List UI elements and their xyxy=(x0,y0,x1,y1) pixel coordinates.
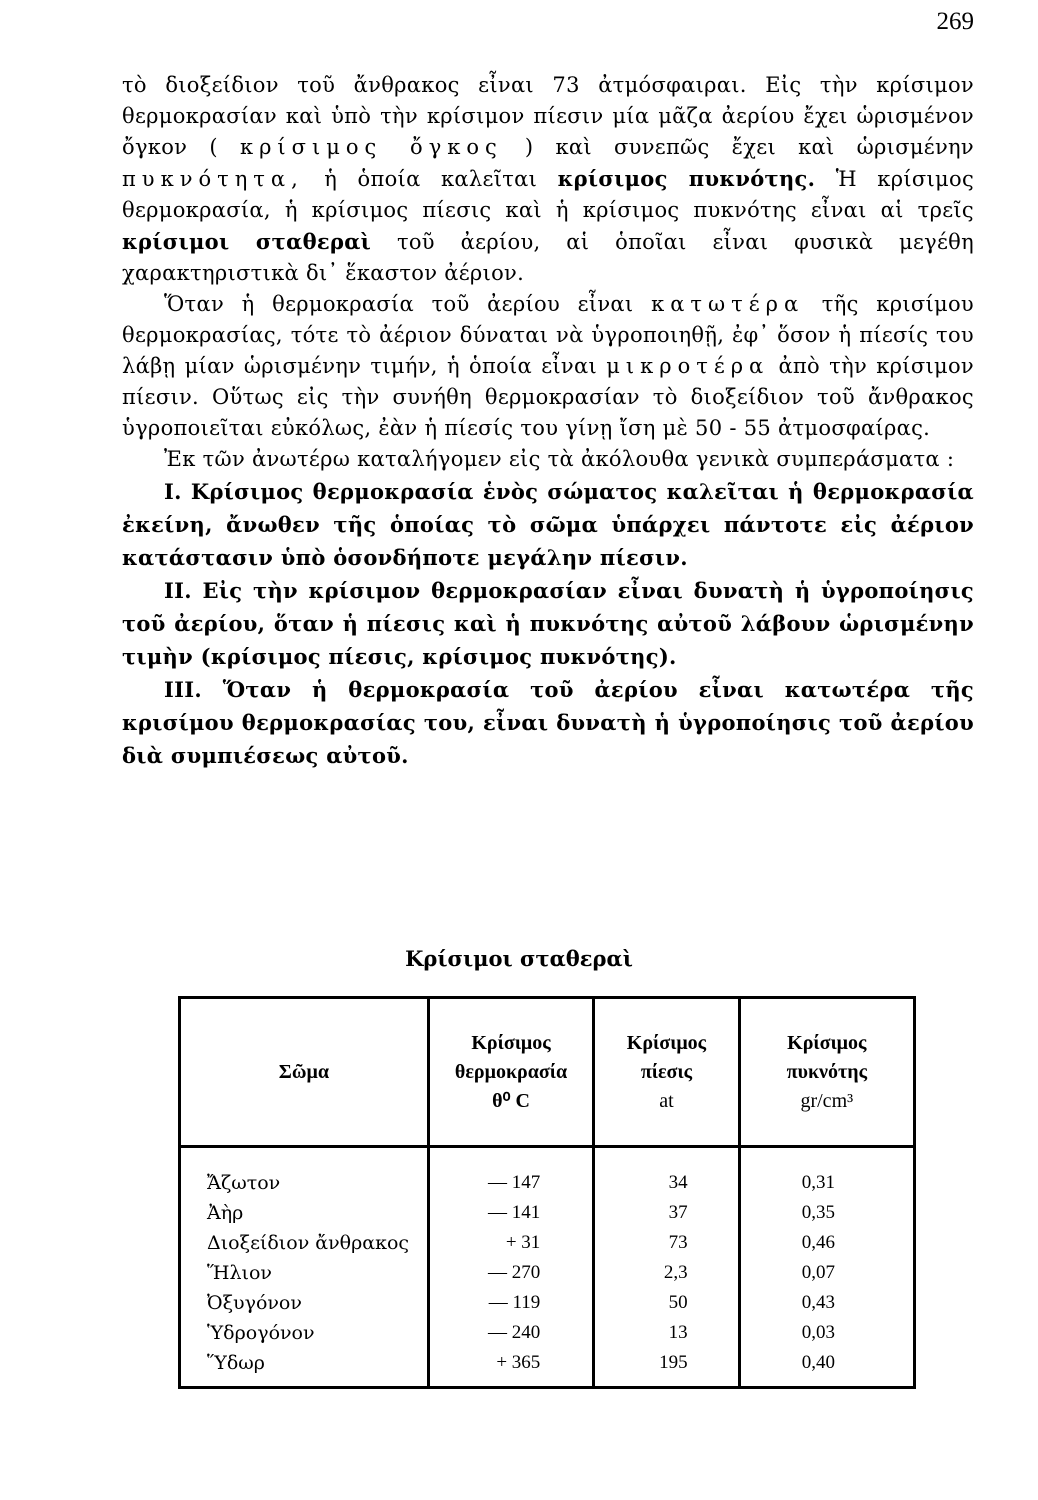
spaced-term: κρίσιμος ὄγκος xyxy=(239,135,503,159)
body-text xyxy=(122,70,974,772)
table-row: Ἄζωτον — 147 34 0,31 xyxy=(180,1147,915,1199)
conclusion-3: III. Ὅταν ἡ θερμοκρασία τοῦ ἀερίου εἶναι κατωτέρα τῆς κρισίμου θερμοκρασίας του, εἶναι δυνατὴ ἡ ὑγροποίησις τοῦ ἀερίου διὰ συμπιέσεως αὐτοῦ. xyxy=(122,677,974,768)
table-header-row xyxy=(180,998,915,1147)
paragraph-critical-volume: τὸ διοξείδιον τοῦ ἄνθρακος εἶναι 73 ἀτμόσφαιραι. Εἰς τὴν κρίσιμον θερμοκρασίαν καὶ ὑπὸ τὴν κρίσιμον πίεσιν μία μᾶζα ἀερίου ἔχει ὡρισμένον ὄγκον ( κρίσιμος ὄγκος ) καὶ συνεπῶς ἔχει καὶ ὡρισμένην πυκνότητα, ἡ ὁποία καλεῖται κρίσιμος πυκνότης. Ἡ κρίσιμος θερμοκρασία, ἡ κρίσιμος πίεσις καὶ ἡ κρίσιμος πυκνότης εἶναι αἱ τρεῖς κρίσιμοι σταθεραὶ τοῦ ἀερίου, αἱ ὁποῖαι εἶναι φυσικὰ μεγέθη χαρακτηριστικὰ δι᾽ ἕκαστον ἀέριον. xyxy=(122,73,975,285)
spaced-term: μικροτέρα xyxy=(606,354,770,378)
critical-constants-table xyxy=(178,996,916,1389)
bold-term: κρίσιμοι σταθεραὶ xyxy=(122,229,372,254)
bold-term: κρίσιμος πυκνότης. xyxy=(557,166,816,191)
header-critical-density: Κρίσιμος πυκνότης gr/cm³ xyxy=(739,998,914,1147)
table-row: Ὀξυγόνον — 119 50 0,43 xyxy=(180,1288,915,1318)
header-body: Σῶμα xyxy=(180,998,429,1147)
table-row: Ἀὴρ — 141 37 0,35 xyxy=(180,1198,915,1228)
conclusion-1: I. Κρίσιμος θερμοκρασία ἑνὸς σώματος καλεῖται ἡ θερμοκρασία ἐκείνη, ἄνωθεν τῆς ὁποίας τὸ σῶμα ὑπάρχει πάντοτε εἰς ἀέριον κατάστασιν ὑπὸ ὁσονδήποτε μεγάλην πίεσιν. xyxy=(122,479,974,570)
table-row: Ὑδρογόνον — 240 13 0,03 xyxy=(180,1318,915,1348)
table-row: Διοξείδιον ἄνθρακος + 31 73 0,46 xyxy=(180,1228,915,1258)
table-row: Ὕδωρ + 365 195 0,40 xyxy=(180,1348,915,1388)
header-critical-temperature: Κρίσιμος θερμοκρασία θ⁰ C xyxy=(428,998,593,1147)
header-critical-pressure: Κρίσιμος πίεσις at xyxy=(594,998,739,1147)
spaced-term: κατωτέρα xyxy=(651,292,805,316)
paragraph-liquefaction: Ὅταν ἡ θερμοκρασία τοῦ ἀερίου εἶναι κατωτέρα τῆς κρισίμου θερμοκρασίας, τότε τὸ ἀέριον δύναται νὰ ὑγροποιηθῇ, ἐφ᾽ ὅσον ἡ πίεσίς του λάβῃ μίαν ὡρισμένην τιμήν, ἡ ὁποία εἶναι μικροτέρα ἀπὸ τὴν κρίσιμον πίεσιν. Οὕτως εἰς τὴν συνήθη θερμοκρασίαν τὸ διοξείδιον τοῦ ἄνθρακος ὑγροποιεῖται εὐκόλως, ἐὰν ἡ πίεσίς του γίνῃ ἴση μὲ 50 - 55 ἀτμοσφαίρας. xyxy=(122,292,974,440)
spaced-term: πυκνότητα, xyxy=(122,167,304,191)
paragraph-conclusions-intro: Ἐκ τῶν ἀνωτέρω καταλήγομεν εἰς τὰ ἀκόλουθα γενικὰ συμπεράσματα : xyxy=(164,447,955,471)
conclusion-2: II. Εἰς τὴν κρίσιμον θερμοκρασίαν εἶναι δυνατὴ ἡ ὑγροποίησις τοῦ ἀερίου, ὅταν ἡ πίεσις καὶ ἡ πυκνότης αὐτοῦ λάβουν ὡρισμένην τιμὴν (κρίσιμος πίεσις, κρίσιμος πυκνότης). xyxy=(122,578,974,669)
table-row: Ἥλιον — 270 2,3 0,07 xyxy=(180,1258,915,1288)
page-number: 269 xyxy=(936,8,974,35)
table-caption: Κρίσιμοι σταθεραὶ xyxy=(405,946,633,971)
